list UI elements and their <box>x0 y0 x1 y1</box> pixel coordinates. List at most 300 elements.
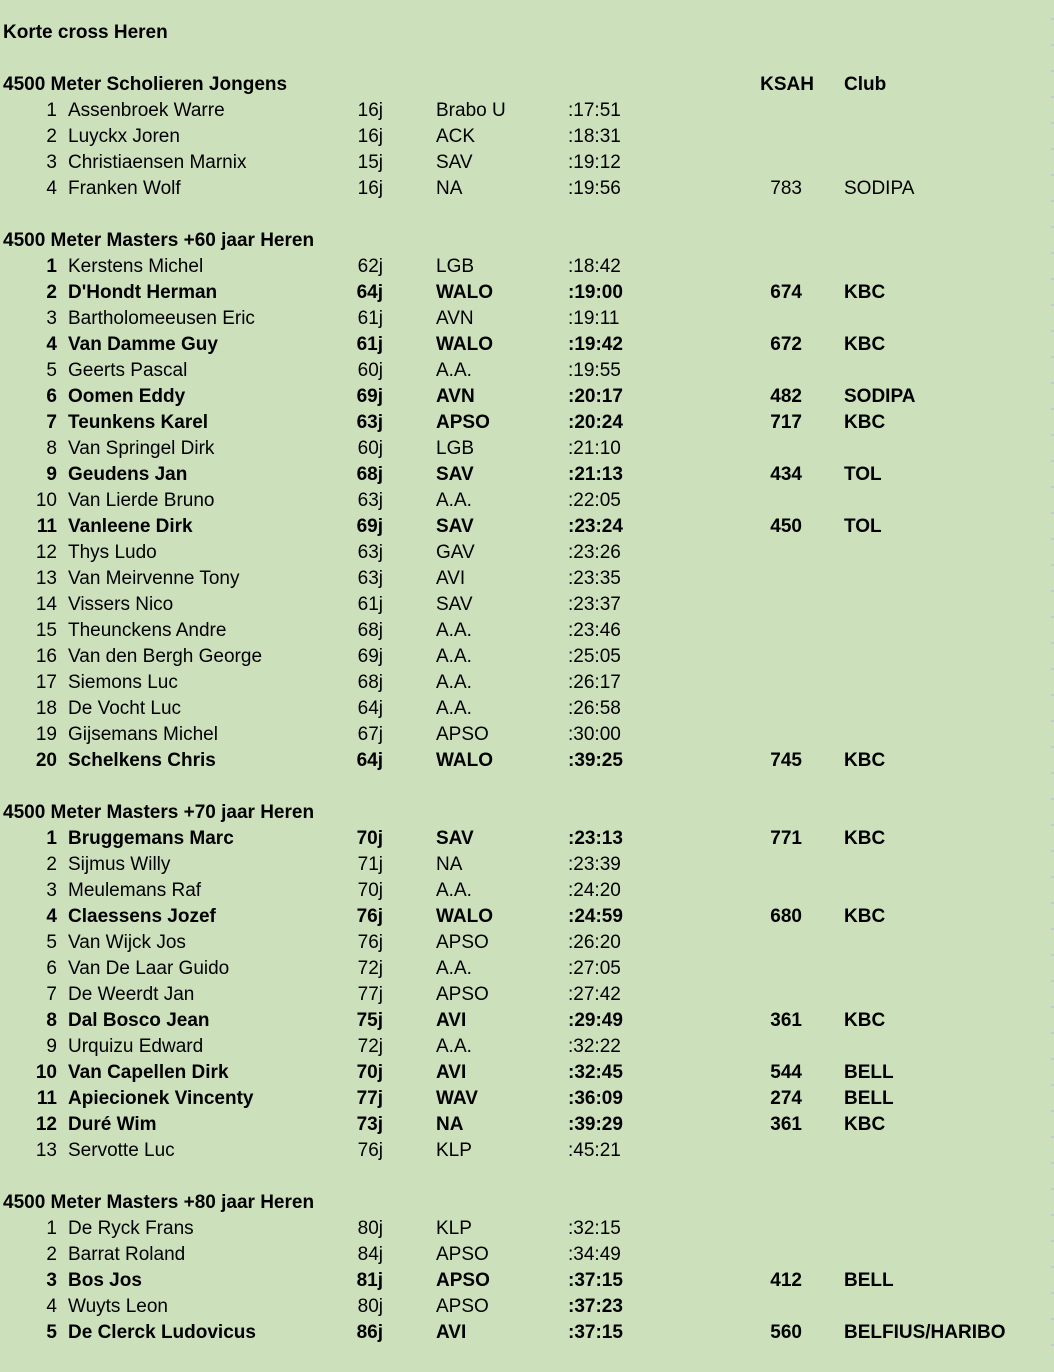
age-cell: 72j <box>357 958 383 979</box>
team-cell: APSO <box>436 412 490 433</box>
athlete-name-cell: Van den Bergh George <box>68 646 263 667</box>
club-cell: KBC <box>844 334 886 355</box>
athlete-name-cell: Apiecionek Vincenty <box>68 1088 254 1109</box>
age-cell: 81j <box>356 1270 383 1291</box>
club-cell: BELL <box>844 1062 894 1083</box>
result-row <box>0 1138 1054 1164</box>
athlete-name-cell: Bos Jos <box>68 1270 142 1291</box>
section-title: 4500 Meter Scholieren Jongens <box>3 74 288 95</box>
rank-cell: 2 <box>46 1244 57 1265</box>
rank-cell: 4 <box>46 906 57 927</box>
spacer-row <box>0 1346 1054 1372</box>
athlete-name-cell: Vanleene Dirk <box>68 516 193 537</box>
age-cell: 80j <box>357 1218 383 1239</box>
club-cell: KBC <box>844 906 886 927</box>
club-cell: SODIPA <box>844 386 916 407</box>
ksah-number-cell: 783 <box>770 178 802 199</box>
result-row <box>0 878 1054 904</box>
athlete-name-cell: Van Capellen Dirk <box>68 1062 229 1083</box>
team-cell: NA <box>436 854 463 875</box>
ksah-number-cell: 544 <box>770 1062 802 1083</box>
club-cell: BELL <box>844 1088 894 1109</box>
athlete-name-cell: Vissers Nico <box>68 594 174 615</box>
result-row <box>0 436 1054 462</box>
time-cell: :36:09 <box>568 1088 623 1109</box>
result-row <box>0 150 1054 176</box>
rank-cell: 10 <box>35 490 57 511</box>
result-row <box>0 1294 1054 1320</box>
age-cell: 67j <box>357 724 383 745</box>
result-row <box>0 852 1054 878</box>
result-row <box>0 592 1054 618</box>
spacer-row <box>0 46 1054 72</box>
rank-cell: 18 <box>35 698 57 719</box>
age-cell: 70j <box>356 1062 383 1083</box>
rank-cell: 8 <box>46 438 57 459</box>
result-rows <box>0 254 1054 774</box>
section-header-row <box>0 72 1054 98</box>
result-row <box>0 956 1054 982</box>
rank-cell: 1 <box>46 100 57 121</box>
result-row <box>0 384 1054 410</box>
athlete-name-cell: Assenbroek Warre <box>68 100 225 121</box>
athlete-name-cell: Schelkens Chris <box>68 750 216 771</box>
time-cell: :27:42 <box>568 984 621 1005</box>
time-cell: :23:46 <box>568 620 621 641</box>
athlete-name-cell: Theunckens Andre <box>68 620 227 641</box>
time-cell: :17:51 <box>568 100 621 121</box>
section-title: 4500 Meter Masters +60 jaar Heren <box>3 230 315 251</box>
rank-cell: 11 <box>36 516 57 537</box>
rank-cell: 3 <box>46 1270 57 1291</box>
athlete-name-cell: Geerts Pascal <box>68 360 188 381</box>
sections <box>0 72 1054 1372</box>
age-cell: 60j <box>357 438 383 459</box>
time-cell: :20:17 <box>568 386 623 407</box>
team-cell: A.A. <box>436 620 472 641</box>
age-cell: 16j <box>357 100 383 121</box>
result-row <box>0 462 1054 488</box>
age-cell: 64j <box>356 282 383 303</box>
result-row <box>0 98 1054 124</box>
rank-cell: 5 <box>46 932 57 953</box>
athlete-name-cell: Sijmus Willy <box>68 854 171 875</box>
age-cell: 75j <box>356 1010 383 1031</box>
age-cell: 68j <box>356 464 383 485</box>
result-row <box>0 1034 1054 1060</box>
result-row <box>0 410 1054 436</box>
team-cell: A.A. <box>436 646 472 667</box>
age-cell: 61j <box>356 334 383 355</box>
rank-cell: 9 <box>46 464 57 485</box>
club-cell: KBC <box>844 750 886 771</box>
team-cell: WALO <box>436 750 493 771</box>
team-cell: APSO <box>436 1296 489 1317</box>
result-rows <box>0 98 1054 202</box>
rank-cell: 2 <box>46 282 57 303</box>
team-cell: A.A. <box>436 880 472 901</box>
team-cell: A.A. <box>436 672 472 693</box>
rank-cell: 12 <box>35 1114 57 1135</box>
time-cell: :23:13 <box>568 828 623 849</box>
ksah-number-cell: 274 <box>770 1088 802 1109</box>
result-row <box>0 644 1054 670</box>
team-cell: A.A. <box>436 1036 472 1057</box>
club-cell: KBC <box>844 282 886 303</box>
time-cell: :23:26 <box>568 542 621 563</box>
age-cell: 72j <box>357 1036 383 1057</box>
time-cell: :23:24 <box>568 516 623 537</box>
age-cell: 80j <box>357 1296 383 1317</box>
result-row <box>0 618 1054 644</box>
age-cell: 77j <box>357 984 383 1005</box>
age-cell: 64j <box>357 698 383 719</box>
athlete-name-cell: Kerstens Michel <box>68 256 204 277</box>
rank-cell: 11 <box>36 1088 57 1109</box>
age-cell: 69j <box>356 386 383 407</box>
rank-cell: 4 <box>46 178 57 199</box>
rank-cell: 8 <box>46 1010 57 1031</box>
rank-cell: 6 <box>46 386 57 407</box>
athlete-name-cell: Thys Ludo <box>68 542 157 563</box>
age-cell: 76j <box>357 932 383 953</box>
club-cell: SODIPA <box>844 178 915 199</box>
rank-cell: 16 <box>35 646 57 667</box>
athlete-name-cell: Van Lierde Bruno <box>68 490 215 511</box>
rank-cell: 19 <box>35 724 57 745</box>
team-cell: SAV <box>436 594 473 615</box>
rank-cell: 15 <box>35 620 57 641</box>
athlete-name-cell: Servotte Luc <box>68 1140 175 1161</box>
team-cell: APSO <box>436 984 489 1005</box>
rank-cell: 2 <box>46 126 57 147</box>
time-cell: :39:29 <box>568 1114 623 1135</box>
result-row <box>0 488 1054 514</box>
age-cell: 63j <box>356 412 383 433</box>
rank-cell: 1 <box>46 1218 57 1239</box>
results-sheet <box>0 20 1054 1372</box>
rank-cell: 20 <box>35 750 57 771</box>
age-cell: 62j <box>357 256 383 277</box>
age-cell: 76j <box>357 1140 383 1161</box>
time-cell: :32:15 <box>568 1218 621 1239</box>
result-rows <box>0 826 1054 1164</box>
age-cell: 15j <box>357 152 383 173</box>
athlete-name-cell: Van Wijck Jos <box>68 932 186 953</box>
athlete-name-cell: Christiaensen Marnix <box>68 152 247 173</box>
time-cell: :19:11 <box>568 308 620 329</box>
rank-cell: 10 <box>35 1062 57 1083</box>
spacer-row <box>0 202 1054 228</box>
result-row <box>0 1008 1054 1034</box>
team-cell: GAV <box>436 542 475 563</box>
result-row <box>0 1060 1054 1086</box>
athlete-name-cell: De Clerck Ludovicus <box>68 1322 256 1343</box>
athlete-name-cell: Wuyts Leon <box>68 1296 168 1317</box>
result-row <box>0 254 1054 280</box>
age-cell: 63j <box>357 490 383 511</box>
team-cell: WALO <box>436 334 493 355</box>
athlete-name-cell: Van Springel Dirk <box>68 438 215 459</box>
age-cell: 77j <box>356 1088 383 1109</box>
club-cell: KBC <box>844 828 886 849</box>
team-cell: A.A. <box>436 958 472 979</box>
rank-cell: 3 <box>46 152 57 173</box>
team-cell: LGB <box>436 438 475 459</box>
section-header-row <box>0 1190 1054 1216</box>
results-section <box>0 72 1054 228</box>
result-row <box>0 332 1054 358</box>
column-header-ksah: KSAH <box>760 74 814 95</box>
age-cell: 61j <box>357 308 383 329</box>
result-row <box>0 722 1054 748</box>
result-row <box>0 514 1054 540</box>
team-cell: Brabo U <box>436 100 506 121</box>
age-cell: 76j <box>356 906 383 927</box>
ksah-number-cell: 771 <box>770 828 802 849</box>
rank-cell: 9 <box>46 1036 57 1057</box>
spacer-row <box>0 1164 1054 1190</box>
time-cell: :19:55 <box>568 360 621 381</box>
rank-cell: 7 <box>46 412 57 433</box>
time-cell: :39:25 <box>568 750 623 771</box>
time-cell: :27:05 <box>568 958 621 979</box>
results-section <box>0 800 1054 1190</box>
team-cell: SAV <box>436 828 474 849</box>
time-cell: :19:12 <box>568 152 621 173</box>
rank-cell: 4 <box>46 1296 57 1317</box>
rank-cell: 3 <box>46 880 57 901</box>
team-cell: A.A. <box>436 360 472 381</box>
result-row <box>0 280 1054 306</box>
athlete-name-cell: De Ryck Frans <box>68 1218 194 1239</box>
club-cell: KBC <box>844 1114 886 1135</box>
team-cell: WAV <box>436 1088 478 1109</box>
athlete-name-cell: Van Meirvenne Tony <box>68 568 240 589</box>
column-header-club: Club <box>844 74 887 95</box>
section-header-row <box>0 800 1054 826</box>
athlete-name-cell: Luyckx Joren <box>68 126 180 147</box>
athlete-name-cell: Gijsemans Michel <box>68 724 218 745</box>
time-cell: :30:00 <box>568 724 621 745</box>
time-cell: :24:20 <box>568 880 621 901</box>
age-cell: 71j <box>357 854 383 875</box>
team-cell: AVI <box>436 1322 467 1343</box>
ksah-number-cell: 361 <box>770 1010 802 1031</box>
time-cell: :19:42 <box>568 334 623 355</box>
athlete-name-cell: Siemons Luc <box>68 672 178 693</box>
ksah-number-cell: 680 <box>770 906 802 927</box>
club-cell: KBC <box>844 412 886 433</box>
result-row <box>0 904 1054 930</box>
athlete-name-cell: D'Hondt Herman <box>68 282 218 303</box>
rank-cell: 7 <box>46 984 57 1005</box>
rank-cell: 3 <box>46 308 57 329</box>
club-cell: TOL <box>844 516 882 537</box>
result-row <box>0 696 1054 722</box>
ksah-number-cell: 745 <box>770 750 802 771</box>
time-cell: :23:35 <box>568 568 621 589</box>
time-cell: :21:13 <box>568 464 623 485</box>
time-cell: :32:45 <box>568 1062 623 1083</box>
section-title: 4500 Meter Masters +70 jaar Heren <box>3 802 315 823</box>
team-cell: AVI <box>436 568 466 589</box>
result-row <box>0 566 1054 592</box>
time-cell: :26:58 <box>568 698 621 719</box>
result-row <box>0 930 1054 956</box>
result-row <box>0 1320 1054 1346</box>
time-cell: :19:00 <box>568 282 623 303</box>
age-cell: 68j <box>357 672 383 693</box>
team-cell: WALO <box>436 906 493 927</box>
page-title: Korte cross Heren <box>3 22 168 43</box>
age-cell: 60j <box>357 360 383 381</box>
athlete-name-cell: Geudens Jan <box>68 464 188 485</box>
team-cell: AVN <box>436 308 474 329</box>
age-cell: 86j <box>356 1322 383 1343</box>
age-cell: 70j <box>356 828 383 849</box>
age-cell: 64j <box>356 750 383 771</box>
team-cell: A.A. <box>436 698 472 719</box>
team-cell: AVI <box>436 1062 467 1083</box>
rank-cell: 5 <box>46 1322 57 1343</box>
result-row <box>0 1216 1054 1242</box>
club-cell: BELFIUS/HARIBO <box>844 1322 1006 1343</box>
age-cell: 84j <box>357 1244 383 1265</box>
team-cell: A.A. <box>436 490 472 511</box>
athlete-name-cell: Barrat Roland <box>68 1244 186 1265</box>
athlete-name-cell: Meulemans Raf <box>68 880 202 901</box>
result-row <box>0 982 1054 1008</box>
team-cell: KLP <box>436 1218 472 1239</box>
time-cell: :23:39 <box>568 854 621 875</box>
team-cell: SAV <box>436 516 474 537</box>
age-cell: 69j <box>356 516 383 537</box>
result-row <box>0 670 1054 696</box>
athlete-name-cell: Teunkens Karel <box>68 412 209 433</box>
team-cell: APSO <box>436 724 489 745</box>
age-cell: 16j <box>357 178 383 199</box>
age-cell: 68j <box>357 620 383 641</box>
result-row <box>0 1112 1054 1138</box>
team-cell: AVN <box>436 386 475 407</box>
time-cell: :26:17 <box>568 672 621 693</box>
rank-cell: 13 <box>35 568 57 589</box>
result-row <box>0 1268 1054 1294</box>
result-row <box>0 826 1054 852</box>
athlete-name-cell: Claessens Jozef <box>68 906 216 927</box>
age-cell: 63j <box>357 568 383 589</box>
age-cell: 63j <box>357 542 383 563</box>
ksah-number-cell: 412 <box>770 1270 802 1291</box>
team-cell: AVI <box>436 1010 467 1031</box>
ksah-number-cell: 434 <box>770 464 802 485</box>
team-cell: KLP <box>436 1140 472 1161</box>
age-cell: 61j <box>357 594 383 615</box>
athlete-name-cell: De Weerdt Jan <box>68 984 195 1005</box>
team-cell: ACK <box>436 126 476 147</box>
athlete-name-cell: Bartholomeeusen Eric <box>68 308 255 329</box>
time-cell: :34:49 <box>568 1244 621 1265</box>
spacer-row <box>0 774 1054 800</box>
ksah-number-cell: 482 <box>770 386 802 407</box>
time-cell: :19:56 <box>568 178 621 199</box>
athlete-name-cell: Oomen Eddy <box>68 386 186 407</box>
age-cell: 73j <box>356 1114 383 1135</box>
time-cell: :29:49 <box>568 1010 623 1031</box>
result-row <box>0 1242 1054 1268</box>
time-cell: :21:10 <box>568 438 621 459</box>
time-cell: :32:22 <box>568 1036 621 1057</box>
rank-cell: 4 <box>46 334 57 355</box>
age-cell: 16j <box>357 126 383 147</box>
result-row <box>0 306 1054 332</box>
rank-cell: 2 <box>46 854 57 875</box>
team-cell: APSO <box>436 1270 490 1291</box>
time-cell: :37:15 <box>568 1322 623 1343</box>
rank-cell: 13 <box>35 1140 57 1161</box>
result-row <box>0 540 1054 566</box>
rank-cell: 5 <box>46 360 57 381</box>
rank-cell: 1 <box>46 828 57 849</box>
ksah-number-cell: 672 <box>770 334 802 355</box>
ksah-number-cell: 717 <box>770 412 802 433</box>
time-cell: :23:37 <box>568 594 621 615</box>
time-cell: :37:23 <box>568 1296 623 1317</box>
page-title-row <box>0 20 1054 46</box>
athlete-name-cell: Duré Wim <box>68 1114 157 1135</box>
team-cell: WALO <box>436 282 493 303</box>
athlete-name-cell: Urquizu Edward <box>68 1036 204 1057</box>
time-cell: :18:42 <box>568 256 621 277</box>
rank-cell: 17 <box>35 672 57 693</box>
team-cell: APSO <box>436 1244 489 1265</box>
rank-cell: 14 <box>35 594 57 615</box>
rank-cell: 6 <box>46 958 57 979</box>
club-cell: KBC <box>844 1010 886 1031</box>
team-cell: LGB <box>436 256 475 277</box>
athlete-name-cell: Bruggemans Marc <box>68 828 234 849</box>
time-cell: :24:59 <box>568 906 623 927</box>
team-cell: NA <box>436 1114 464 1135</box>
time-cell: :18:31 <box>568 126 621 147</box>
age-cell: 69j <box>357 646 383 667</box>
result-row <box>0 748 1054 774</box>
result-row <box>0 124 1054 150</box>
result-rows <box>0 1216 1054 1346</box>
athlete-name-cell: De Vocht Luc <box>68 698 182 719</box>
results-section <box>0 1190 1054 1372</box>
result-row <box>0 176 1054 202</box>
rank-cell: 12 <box>35 542 57 563</box>
ksah-number-cell: 560 <box>770 1322 802 1343</box>
section-header-row <box>0 228 1054 254</box>
time-cell: :20:24 <box>568 412 623 433</box>
result-row <box>0 358 1054 384</box>
time-cell: :26:20 <box>568 932 621 953</box>
ksah-number-cell: 674 <box>770 282 802 303</box>
section-title: 4500 Meter Masters +80 jaar Heren <box>3 1192 315 1213</box>
ksah-number-cell: 450 <box>770 516 802 537</box>
team-cell: APSO <box>436 932 489 953</box>
athlete-name-cell: Franken Wolf <box>68 178 181 199</box>
team-cell: SAV <box>436 464 474 485</box>
age-cell: 70j <box>357 880 383 901</box>
rank-cell: 1 <box>46 256 57 277</box>
ksah-number-cell: 361 <box>770 1114 802 1135</box>
time-cell: :45:21 <box>568 1140 621 1161</box>
club-cell: BELL <box>844 1270 894 1291</box>
